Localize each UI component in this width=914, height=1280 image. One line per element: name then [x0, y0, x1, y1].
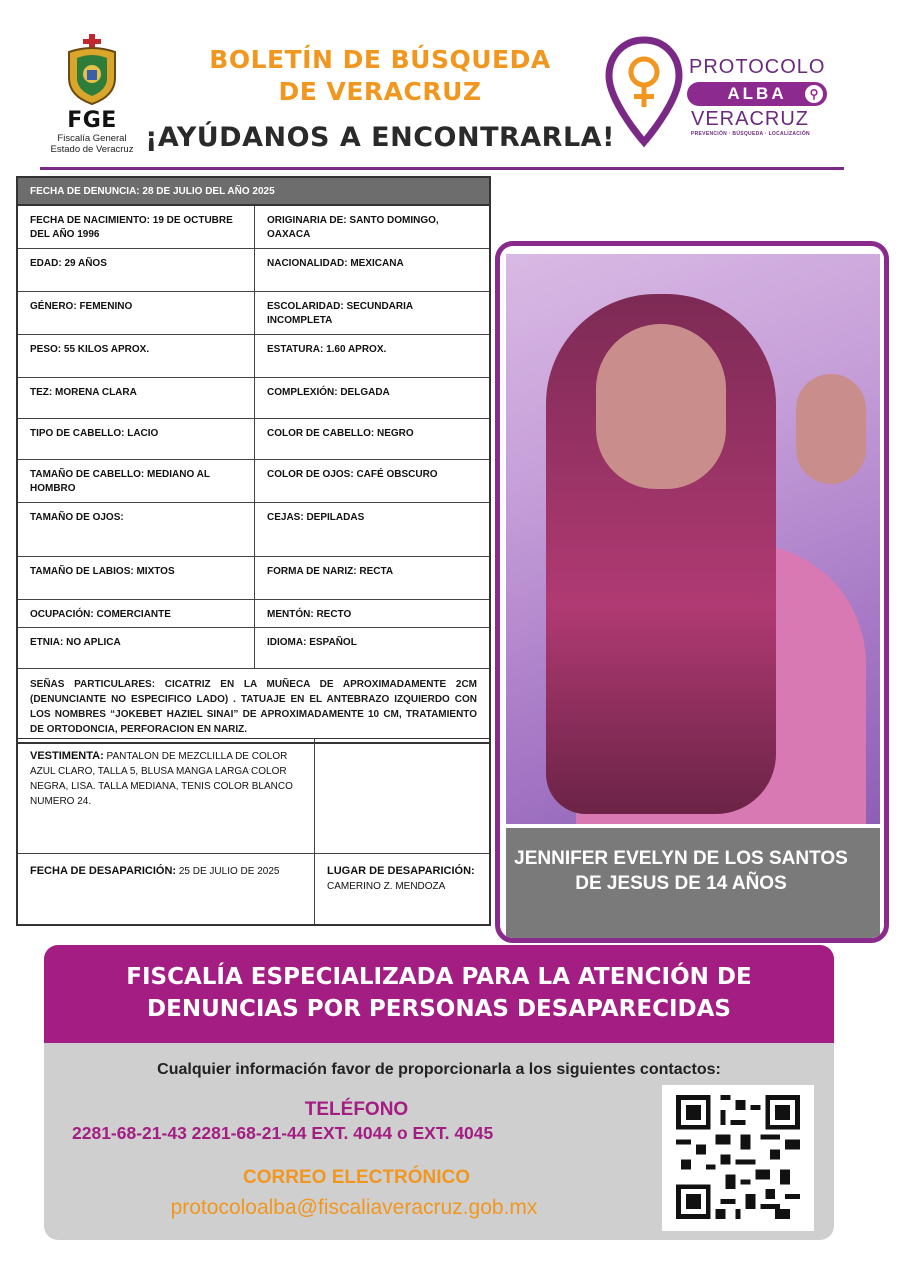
clothing-disappearance-table	[16, 738, 491, 926]
help-find-her-title: ¡AYÚDANOS A ENCONTRARLA!	[145, 122, 615, 153]
table-row	[18, 739, 489, 854]
photo-caption-box	[506, 828, 880, 938]
tez: TEZ: MORENA CLARA	[18, 378, 255, 418]
etnia: ETNIA: NO APLICA	[18, 628, 255, 668]
tamano-cabello: TAMAÑO DE CABELLO: MEDIANO AL HOMBRO	[18, 460, 255, 502]
correo-address[interactable]: protocoloalba@fiscaliaveracruz.gob.mx	[170, 1196, 538, 1219]
fecha-denuncia: FECHA DE DENUNCIA: 28 DE JULIO DEL AÑO 2025	[18, 178, 489, 206]
fge-acronym: FGE	[67, 108, 117, 133]
fecha-nacimiento: FECHA DE NACIMIENTO: 19 DE OCTUBRE DEL AÑO 1996	[18, 206, 255, 248]
peso: PESO: 55 KILOS APROX.	[18, 335, 255, 377]
table-row	[18, 854, 489, 924]
protocolo-label: PROTOCOLO	[689, 56, 826, 78]
table-row	[18, 292, 489, 335]
nacionalidad: NACIONALIDAD: MEXICANA	[267, 258, 404, 269]
fiscalia-banner	[44, 945, 834, 1043]
vestimenta	[18, 739, 315, 853]
telefono-numbers: 2281-68-21-43 2281-68-21-44 EXT. 4044 o EXT. 4045	[72, 1123, 494, 1143]
color-cabello: COLOR DE CABELLO: NEGRO	[267, 428, 414, 439]
alba-tagline: PREVENCIÓN · BÚSQUEDA · LOCALIZACIÓN	[691, 131, 810, 137]
fecha-desaparicion-value: 25 DE JULIO DE 2025	[178, 866, 280, 877]
escolaridad: ESCOLARIDAD: SECUNDARIA INCOMPLETA	[267, 301, 413, 326]
color-ojos: COLOR DE OJOS: CAFÉ OBSCURO	[267, 469, 438, 480]
fiscalia-line-2: DENUNCIAS POR PERSONAS DESAPARECIDAS	[147, 996, 731, 1022]
senas-particulares: SEÑAS PARTICULARES: CICATRIZ EN LA MUÑECA DE APROXIMADAMENTE 2CM (DENUNCIANTE NO ESPECIFICO LADO) . TATUAJE EN EL ANTEBRAZO IZQUIERDO CON LOS NOMBRES “JOKEBET HAZIEL SINAI” DE APROXIMADAMENTE 10 CM, TRATAMIENTO DE ORTODONCIA, PERFORACION EN NARIZ.	[30, 679, 477, 735]
telefono-label: TELÉFONO	[304, 1099, 409, 1120]
photo-face-shape	[596, 324, 726, 489]
cejas: CEJAS: DEPILADAS	[267, 512, 365, 523]
fge-logo	[42, 34, 142, 155]
vestimenta-label: VESTIMENTA:	[30, 750, 104, 762]
bulletin-title-line-1: BOLETÍN DE BÚSQUEDA	[209, 45, 551, 74]
table-row	[18, 600, 489, 628]
missing-person-name: JENNIFER EVELYN DE LOS SANTOS DE JESUS DE 14 AÑOS	[514, 848, 848, 894]
contacts-intro: Cualquier información favor de proporcionarla a los siguientes contactos:	[157, 1061, 721, 1078]
ocupacion: OCUPACIÓN: COMERCIANTE	[18, 600, 255, 627]
table-row	[18, 419, 489, 460]
edad: EDAD: 29 AÑOS	[18, 249, 255, 291]
protocolo-alba-logo	[605, 36, 830, 148]
correo-label: CORREO ELECTRÓNICO	[243, 1167, 470, 1188]
empty-cell	[315, 739, 489, 853]
person-data-table	[16, 176, 491, 744]
table-row	[18, 669, 489, 742]
complexion: COMPLEXIÓN: DELGADA	[267, 387, 390, 398]
header-divider	[40, 167, 844, 170]
fiscalia-line-1: FISCALÍA ESPECIALIZADA PARA LA ATENCIÓN DE	[126, 964, 752, 990]
genero: GÉNERO: FEMENINO	[18, 292, 255, 334]
table-row	[18, 460, 489, 503]
photo-hand-shape	[796, 374, 866, 484]
fge-sub-2: Estado de Veracruz	[50, 144, 134, 155]
estatura: ESTATURA: 1.60 APROX.	[267, 344, 387, 355]
veracruz-label: VERACRUZ	[691, 108, 810, 130]
alba-pill	[687, 82, 827, 106]
lugar-label: LUGAR DE DESAPARICIÓN:	[327, 865, 475, 877]
missing-person-photo-card	[495, 241, 889, 943]
qr-code[interactable]	[662, 1085, 814, 1231]
table-row	[18, 557, 489, 600]
magnifier-icon: ⚲	[805, 85, 823, 103]
tamano-labios: TAMAÑO DE LABIOS: MIXTOS	[18, 557, 255, 599]
lugar-desaparicion	[315, 854, 489, 924]
tamano-ojos: TAMAÑO DE OJOS:	[18, 503, 255, 556]
contacts-panel	[44, 1043, 834, 1240]
forma-nariz: FORMA DE NARIZ: RECTA	[267, 566, 394, 577]
table-row	[18, 249, 489, 292]
menton: MENTÓN: RECTO	[267, 609, 352, 620]
qr-code-icon	[676, 1095, 800, 1219]
bulletin-title-line-2: DE VERACRUZ	[278, 77, 482, 106]
table-row	[18, 378, 489, 419]
fecha-desaparicion	[18, 854, 315, 924]
vestimenta-value: PANTALON DE MEZCLILLA DE COLOR AZUL CLARO, TALLA 5, BLUSA MANGA LARGA COLOR NEGRA, LISA. TALLA MEDIANA, TENIS COLOR BLANCO NUMERO 24.	[30, 751, 293, 807]
fecha-desaparicion-label: FECHA DE DESAPARICIÓN:	[30, 865, 177, 877]
idioma: IDIOMA: ESPAÑOL	[267, 637, 357, 648]
location-pin-venus-icon	[605, 36, 683, 148]
originaria: ORIGINARIA DE: SANTO DOMINGO, OAXACA	[267, 215, 439, 240]
table-row	[18, 206, 489, 249]
bulletin-title	[160, 44, 600, 108]
table-row	[18, 335, 489, 378]
fge-sub-1: Fiscalía General	[57, 133, 127, 144]
tipo-cabello: TIPO DE CABELLO: LACIO	[18, 419, 255, 459]
alba-label: ALBA	[727, 84, 787, 103]
table-row	[18, 628, 489, 669]
table-row	[18, 503, 489, 557]
veracruz-shield-icon	[61, 34, 123, 106]
lugar-value: CAMERINO Z. MENDOZA	[327, 881, 446, 892]
missing-person-photo	[506, 254, 880, 824]
